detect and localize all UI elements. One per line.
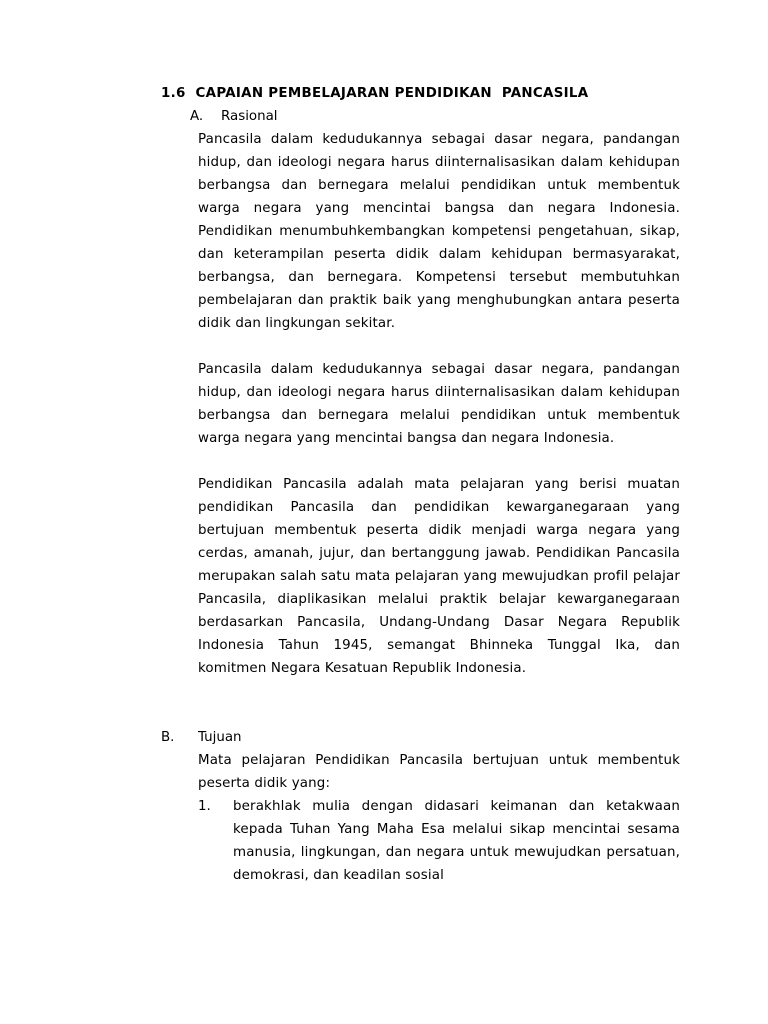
section-b-marker: B.: [161, 730, 175, 745]
paragraph-rasional-2: Pancasila dalam kedudukannya sebagai dasar negara, pandangan hidup, dan ideologi negara harus diinternalisasikan dalam kehidupan berbangsa dan bernegara melalui pendidikan untuk membentuk warga negara yang mencintai bangsa dan negara Indonesia.: [198, 362, 680, 446]
paragraph-tujuan-intro: Mata pelajaran Pendidikan Pancasila bertujuan untuk membentuk peserta didik yang:: [198, 753, 680, 791]
section-a-title: Rasional: [221, 109, 278, 124]
section-heading: 1.6 CAPAIAN PEMBELAJARAN PENDIDIKAN PANCASILA: [161, 86, 589, 101]
paragraph-rasional-1: Pancasila dalam kedudukannya sebagai dasar negara, pandangan hidup, dan ideologi negara harus diinternalisasikan dalam kehidupan berbangsa dan bernegara melalui pendidikan untuk membentuk warga negara yang mencintai bangsa dan negara Indonesia. Pendidikan menumbuhkembangkan kompetensi pengetahuan, sikap, dan keterampilan peserta didik dalam kehidupan bermasyarakat, berbangsa, dan bernegara. Kompetensi tersebut membutuhkan pembelajaran dan praktik baik yang menghubungkan antara peserta didik dan lingkungan sekitar.: [198, 132, 680, 331]
paragraph-rasional-3: Pendidikan Pancasila adalah mata pelajaran yang berisi muatan pendidikan Pancasila dan pendidikan kewarganegaraan yang bertujuan membentuk peserta didik menjadi warga negara yang cerdas, amanah, jujur, dan bertanggung jawab. Pendidikan Pancasila merupakan salah satu mata pelajaran yang mewujudkan profil pelajar Pancasila, diaplikasikan melalui praktik belajar kewarganegaraan berdasarkan Pancasila, Undang-Undang Dasar Negara Republik Indonesia Tahun 1945, semangat Bhinneka Tunggal Ika, dan komitmen Negara Kesatuan Republik Indonesia.: [198, 477, 680, 676]
section-a-marker: A.: [190, 109, 204, 124]
list-item-number: 1.: [198, 799, 211, 814]
section-b-title: Tujuan: [198, 730, 242, 745]
list-item-text: berakhlak mulia dengan didasari keimanan dan ketakwaan kepada Tuhan Yang Maha Esa melalui sikap mencintai sesama manusia, lingkungan, dan negara untuk mewujudkan persatuan, demokrasi, dan keadilan sosial: [233, 799, 680, 883]
